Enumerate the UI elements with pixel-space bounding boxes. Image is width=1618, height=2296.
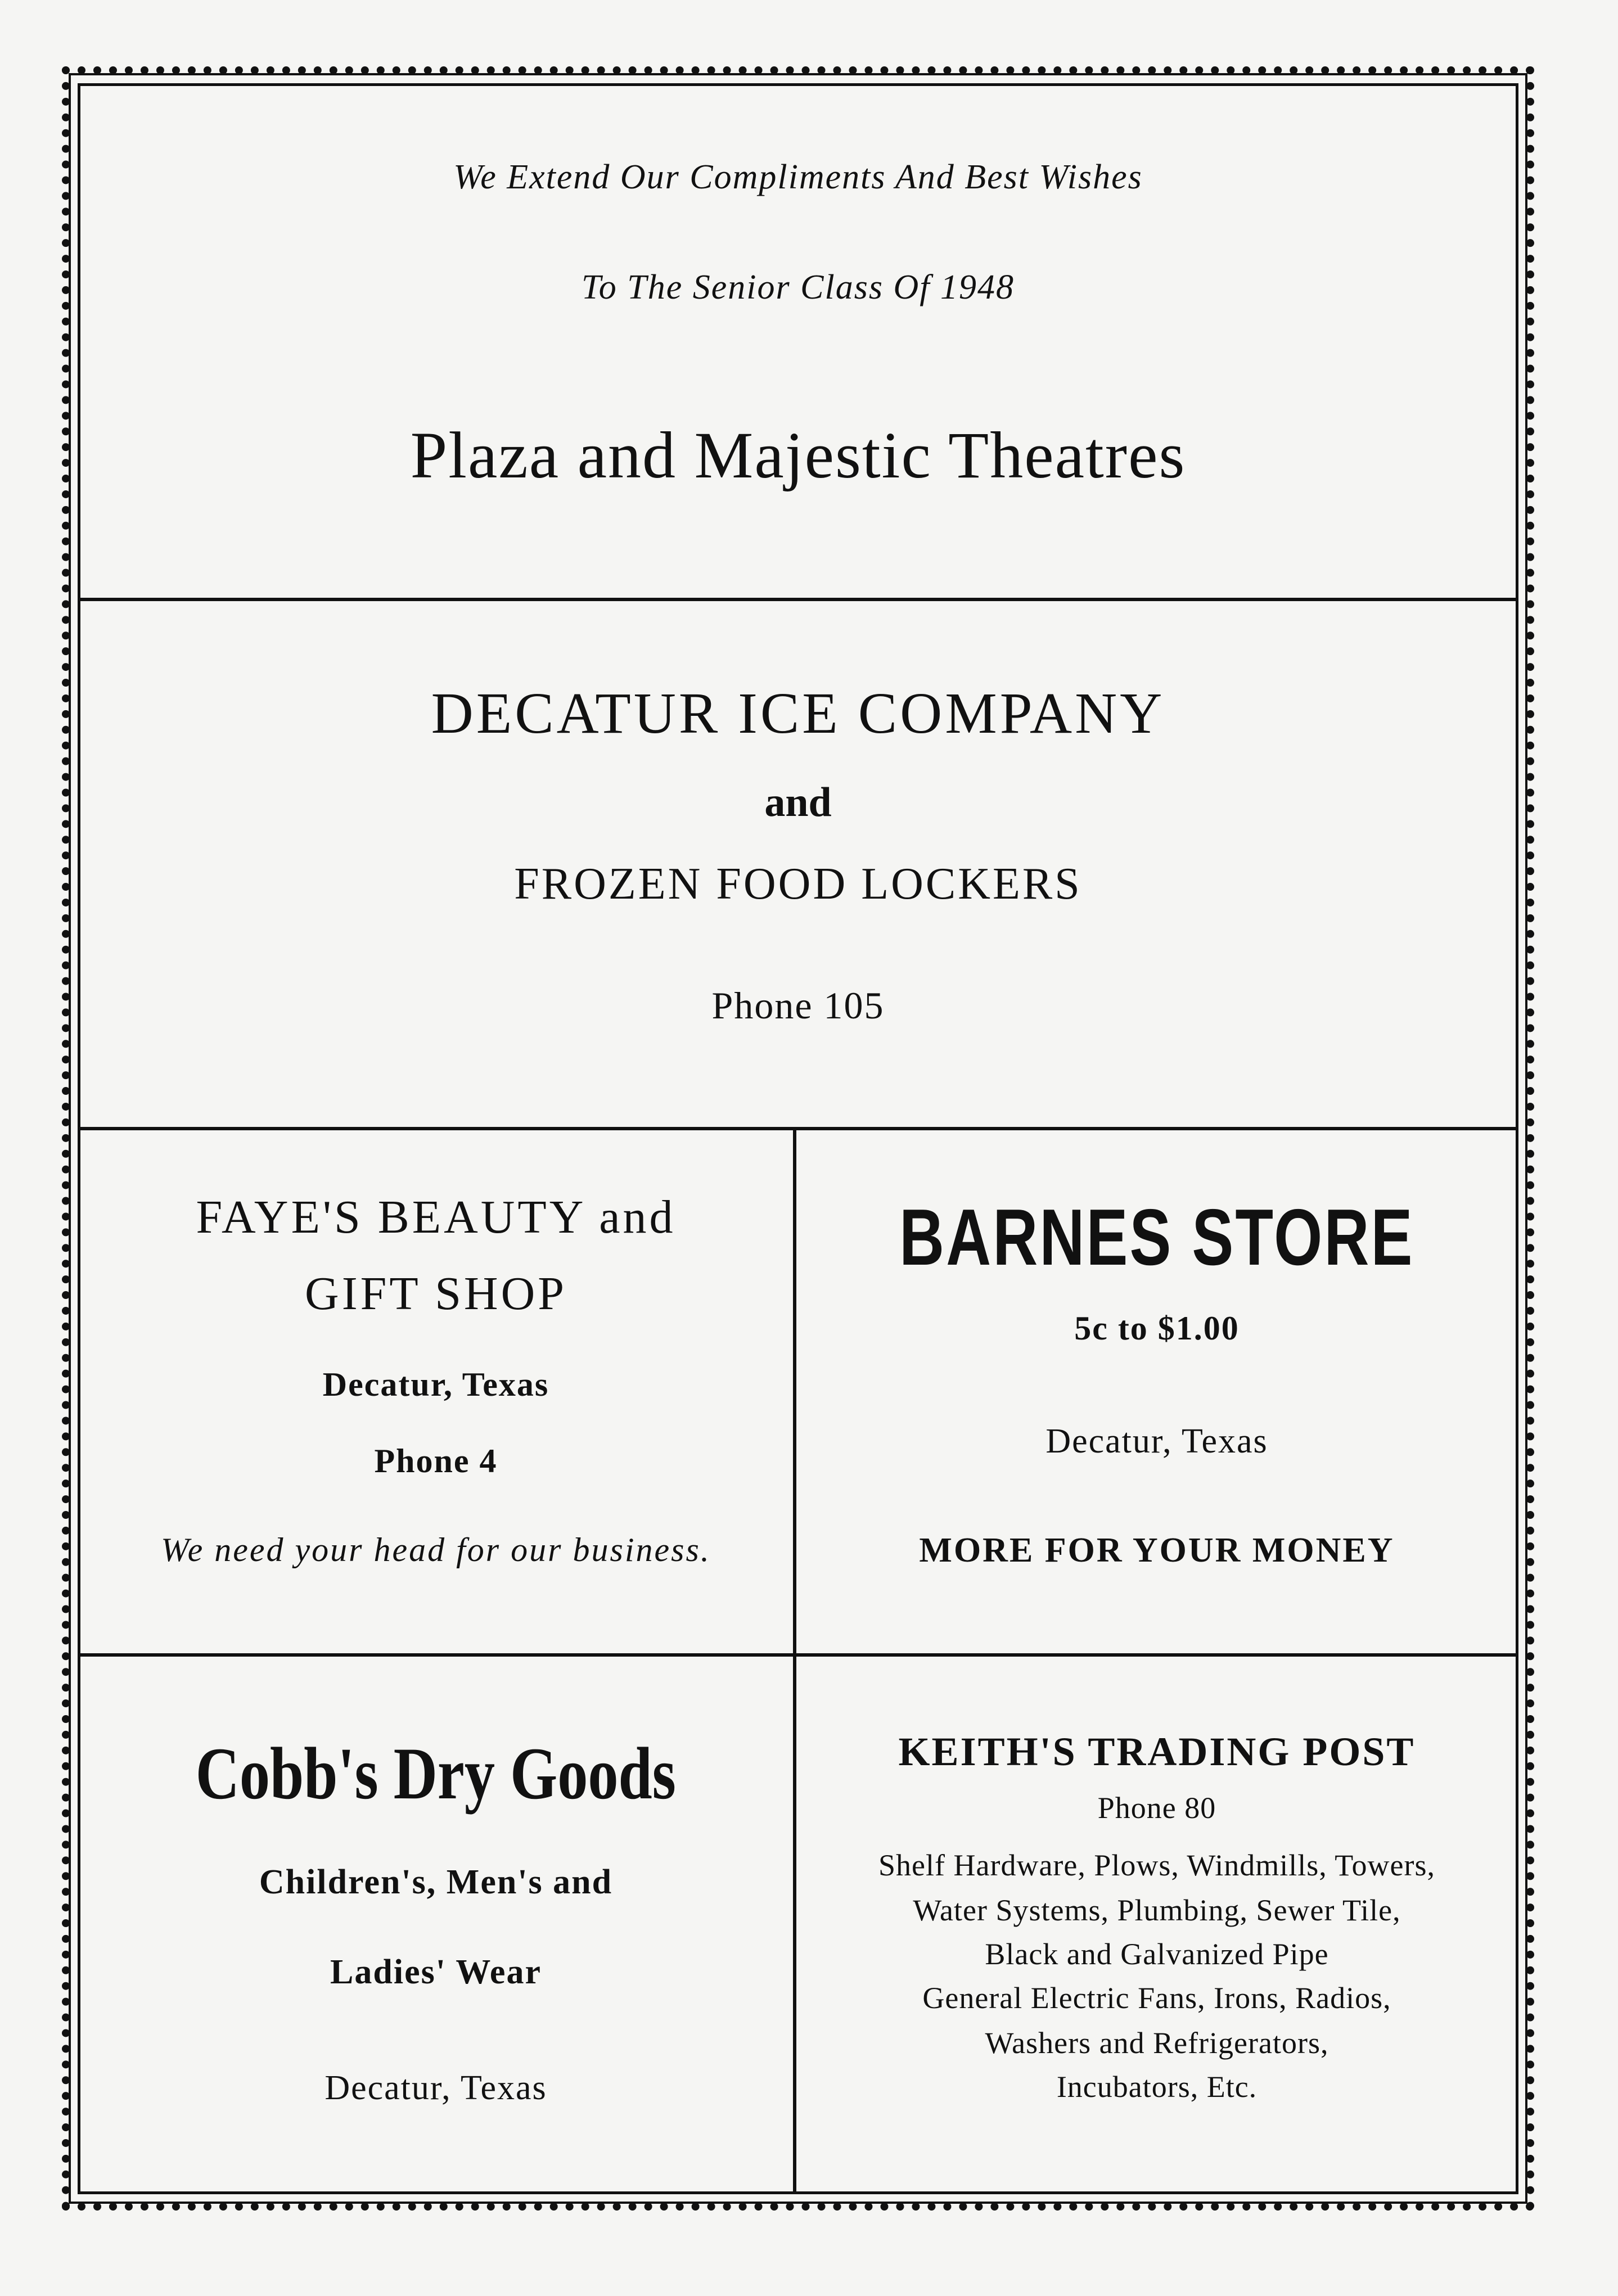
fayes-slogan: We need your head for our business. — [161, 1531, 711, 1568]
fayes-name-line1: FAYE'S BEAUTY and — [196, 1191, 676, 1243]
fayes-ad — [79, 1130, 793, 1653]
keiths-item: Incubators, Etc. — [1056, 2070, 1258, 2104]
theatres-name: Plaza and Majestic Theatres — [410, 418, 1186, 492]
keiths-item: Shelf Hardware, Plows, Windmills, Towers, — [878, 1848, 1435, 1882]
fayes-phone: Phone 4 — [374, 1442, 498, 1479]
keiths-name: KEITH'S TRADING POST — [898, 1729, 1416, 1774]
ice-company-ad — [79, 601, 1517, 1127]
cobbs-line2: Ladies' Wear — [330, 1953, 542, 1991]
compliments-line: We Extend Our Compliments And Best Wishes — [453, 158, 1143, 196]
barnes-name-text: BARNES STORE — [899, 1193, 1414, 1282]
barnes-price-range: 5c to $1.00 — [1074, 1310, 1240, 1347]
senior-class-line: To The Senior Class Of 1948 — [582, 268, 1015, 306]
barnes-ad — [796, 1130, 1517, 1653]
ice-company-phone: Phone 105 — [711, 984, 885, 1027]
keiths-item: Black and Galvanized Pipe — [985, 1937, 1329, 1971]
keiths-phone: Phone 80 — [1097, 1791, 1216, 1825]
fayes-name-line2: GIFT SHOP — [305, 1267, 567, 1320]
barnes-name — [796, 1191, 1517, 1284]
theatres-ad — [79, 84, 1517, 598]
cobbs-line1: Children's, Men's and — [259, 1863, 613, 1901]
keiths-ad — [796, 1657, 1517, 2194]
ice-company-name: DECATUR ICE COMPANY — [431, 681, 1165, 746]
cobbs-location: Decatur, Texas — [324, 2069, 547, 2107]
keiths-item: Water Systems, Plumbing, Sewer Tile, — [913, 1893, 1401, 1927]
fayes-location: Decatur, Texas — [322, 1366, 549, 1403]
cobbs-name — [79, 1730, 793, 1816]
keiths-item: General Electric Fans, Irons, Radios, — [922, 1981, 1391, 2015]
keiths-item: Washers and Refrigerators, — [985, 2026, 1329, 2060]
cobbs-name-text: Cobb's Dry Goods — [195, 1732, 677, 1815]
cobbs-ad — [79, 1657, 793, 2194]
barnes-location: Decatur, Texas — [1045, 1422, 1268, 1460]
frozen-food-lockers: FROZEN FOOD LOCKERS — [514, 859, 1082, 909]
barnes-slogan: MORE FOR YOUR MONEY — [919, 1531, 1395, 1569]
ice-company-and: and — [764, 779, 832, 826]
